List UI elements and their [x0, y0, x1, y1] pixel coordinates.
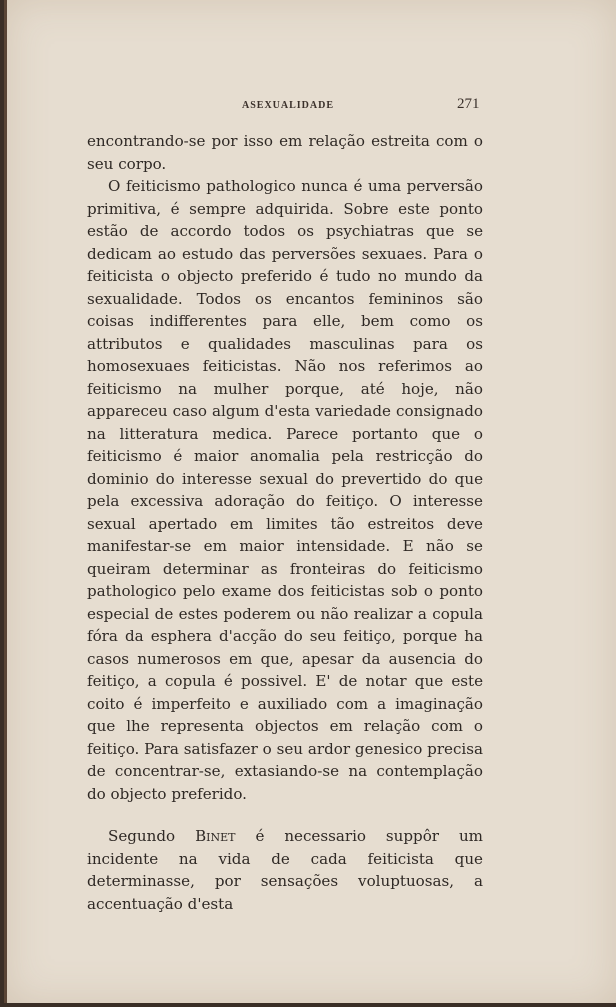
- running-title: ASEXUALIDADE: [242, 100, 335, 111]
- binet-text-after: é necessario suppôr um incidente na vida de cada feiticista que determinasse, por sensações voluptuosas, a accentuação d'esta: [87, 827, 483, 913]
- paragraph-feiticismo: O feiticismo pathologico nunca é uma perversão primitiva, é sempre adquirida. Sobre este ponto estão de accordo todos os psychiatras que se dedicam ao estudo das perversões sexuaes. Para o feiticista o objecto preferido é tudo no mundo da sexualidade. Todos os encantos femininos são coisas indifferentes para elle, bem como os attributos e qualidades masculinas para os homosexuaes feiticistas. Não nos referimos ao feiticismo na mulher porque, até hoje, não appareceu caso algum d'esta variedade consignado na litteratura medica. Parece portanto que o feiticismo é maior anomalia pela restricção do dominio do interesse sexual do prevertido do que pela excessiva adoração do feitiço. O interesse sexual apertado em limites tão estreitos deve manifestar-se em maior intensidade. E não se queiram determinar as fronteiras do feiticismo pathologico pelo exame dos feiticistas sob o ponto especial de estes poderem ou não realizar a copula fóra da esphera d'acção do seu feitiço, porque ha casos numerosos em que, apesar da ausencia do feitiço, a copula é possivel. E' de notar que este coito é imperfeito e auxiliado com a imaginação que lhe representa objectos em relação com o feitiço. Para satisfazer o seu ardor genesico precisa de concentrar-se, extasiando-se na contemplação do objecto preferido.: [87, 177, 483, 803]
- book-page: [4, 0, 616, 1003]
- binet-text-before: Segundo: [108, 827, 196, 845]
- body-text: [87, 130, 483, 915]
- paragraph-binet: [87, 825, 483, 915]
- author-name-binet: Binet: [195, 827, 236, 845]
- paragraph-gap: [87, 805, 483, 825]
- page-number: 271: [457, 96, 480, 112]
- paragraph-continuation: encontrando-se por isso em relação estreita com o seu corpo.: [87, 132, 483, 173]
